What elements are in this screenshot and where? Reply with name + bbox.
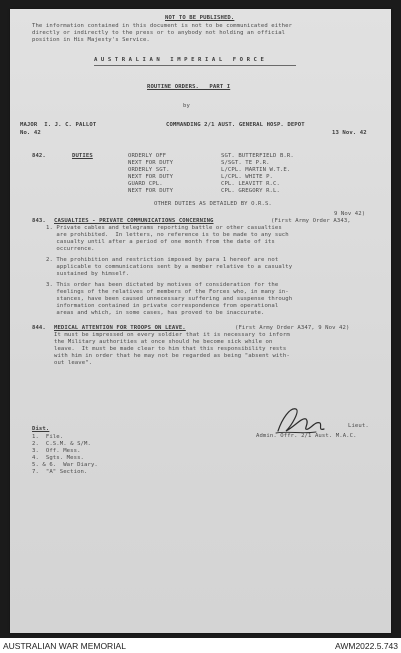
section-843-line: sustained by himself. (46, 271, 130, 277)
duty-name: CPL. LEAVITT R.C. (221, 181, 280, 187)
section-843-line: occurrence. (46, 246, 95, 252)
signature-rank: Lieut. (348, 423, 369, 429)
section-843-line: stances, have been caused unnecessary suffering and suspense through (46, 296, 293, 302)
distribution-item: 5. & 6. War Diary. (32, 462, 98, 468)
section-843-line: information contained in private correspondence from operational (46, 303, 279, 309)
section-843-ref-date: 9 Nov 42) (334, 211, 366, 217)
issuer-name: MAJOR I. J. C. PALLOT (20, 122, 97, 128)
restriction-line-2: directly or indirectly to the press or to anybody not holding an official (32, 30, 286, 36)
distribution-item: 7. "A" Section. (32, 469, 88, 475)
duty-label: NEXT FOR DUTY (128, 160, 174, 166)
order-date: 13 Nov. 42 (332, 130, 367, 136)
duty-name: L/CPL. WHITE P. (221, 174, 274, 180)
section-844-heading: MEDICAL ATTENTION FOR TROOPS ON LEAVE. (54, 325, 186, 331)
section-843-number: 843. (32, 218, 46, 224)
section-844-line: out leave". (54, 360, 93, 366)
distribution-item: 3. Off. Mess. (32, 448, 81, 454)
section-844-reference: (First Army Order A347, 9 Nov 42) (235, 325, 350, 331)
orders-title: ROUTINE ORDERS. PART I (147, 84, 231, 90)
footer-accession-number: AWM2022.5.743 (335, 641, 398, 651)
force-title-underline (94, 65, 296, 66)
section-843-line: 3. This order has been dictated by motives of consideration for the (46, 282, 279, 288)
section-843-line: feelings of the relatives of members of the Forces who, in many in- (46, 289, 289, 295)
section-843-line: 2. The prohibition and restriction imposed by para 1 hereof are not (46, 257, 279, 263)
document-page (10, 9, 391, 633)
section-844-number: 844. (32, 325, 46, 331)
section-844-line: the Military authorities at once should he become sick while on (54, 339, 273, 345)
restriction-line-3: position in His Majesty's Service. (32, 37, 150, 43)
section-842-heading: DUTIES (72, 153, 93, 159)
section-843-line: applicable to communications sent by a member relative to a casualty (46, 264, 293, 270)
by-line: by (183, 103, 190, 109)
archive-footer (0, 638, 401, 653)
section-844-line: with him in order that he may not be regarded as being "absent with- (54, 353, 290, 359)
other-duties: OTHER DUTIES AS DETAILED BY O.R.S. (154, 201, 272, 207)
distribution-item: 1. File. (32, 434, 64, 440)
distribution-item: 2. C.S.M. & S/M. (32, 441, 91, 447)
restricted-heading: NOT TO BE PUBLISHED. (165, 15, 235, 21)
distribution-item: 4. Sgts. Mess. (32, 455, 85, 461)
duty-label: NEXT FOR DUTY (128, 188, 174, 194)
section-842-number: 842. (32, 153, 46, 159)
section-843-line: 1. Private cables and telegrams reporting battle or other casualties (46, 225, 282, 231)
signature-title: Admin. Offr. 2/1 Aust. M.A.C. (256, 433, 357, 439)
duty-name: S/SGT. TE P.R. (221, 160, 270, 166)
section-843-line: casualty until after a period of one month from the date of its (46, 239, 275, 245)
force-title: A U S T R A L I A N I M P E R I A L F O R C E (94, 57, 264, 63)
duty-name: L/CPL. MARTIN W.T.E. (221, 167, 291, 173)
duty-label: NEXT FOR DUTY (128, 174, 174, 180)
section-843-line: are prohibited. In letters, no reference is to be made to any such (46, 232, 289, 238)
section-844-line: leave. It must be made clear to him that this responsibility rests (54, 346, 287, 352)
duty-label: GUARD CPL. (128, 181, 163, 187)
section-843-reference: (First Army Order A343, (271, 218, 351, 224)
duty-label: ORDERLY OFF (128, 153, 167, 159)
duty-name: SGT. BUTTERFIELD B.R. (221, 153, 294, 159)
distribution-heading: Dist. (32, 426, 50, 432)
issuer-unit: COMMANDING 2/1 AUST. GENERAL HOSP. DEPOT (166, 122, 305, 128)
section-843-heading: CASUALTIES - PRIVATE COMMUNICATIONS CONCERNING (54, 218, 214, 224)
order-number: No. 42 (20, 130, 41, 136)
footer-institution: AUSTRALIAN WAR MEMORIAL (3, 641, 126, 651)
section-843-line: areas and which, in some cases, has proved to be inaccurate. (46, 310, 265, 316)
duty-name: CPL. GREGORY R.L. (221, 188, 280, 194)
section-844-line: It must be impressed on every soldier that it is necessary to inform (54, 332, 290, 338)
duty-label: ORDERLY SGT. (128, 167, 170, 173)
restriction-line-1: The information contained in this document is not to be communicated either (32, 23, 293, 29)
